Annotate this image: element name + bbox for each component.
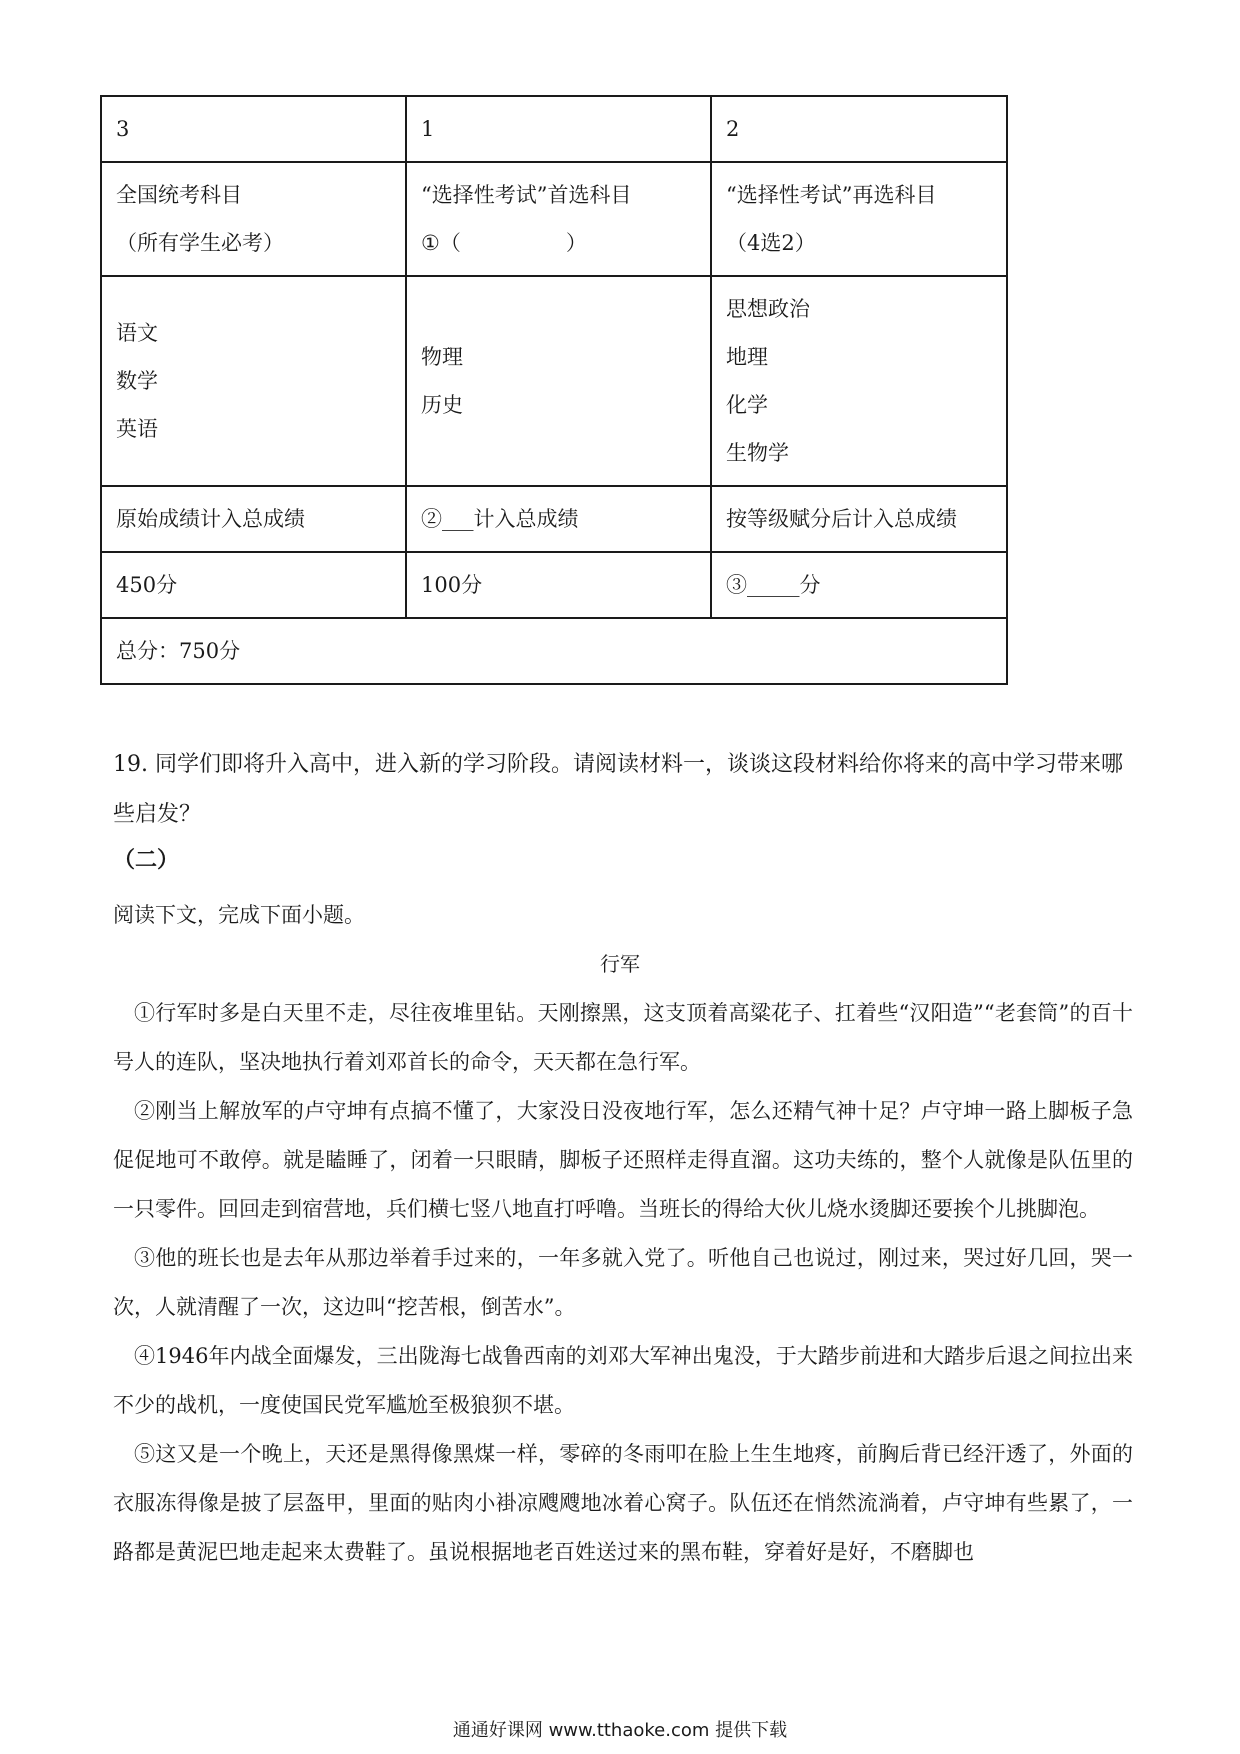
table-row <box>101 162 1007 276</box>
exam-subject-table <box>100 95 1008 685</box>
section-label: （二） <box>113 847 180 873</box>
table-cell <box>406 276 711 486</box>
passage-title: 行军 <box>600 952 640 976</box>
cell-line: 物理 <box>421 345 463 369</box>
passage-paragraph: ③他的班长也是去年从那边举着手过来的，一年多就入党了。听他自己也说过，刚过来，哭过好几回，哭一次，人就清醒了一次，这边叫“挖苦根，倒苦水”。 <box>113 1246 1133 1319</box>
table-cell <box>711 276 1007 486</box>
reading-instruction: 阅读下文，完成下面小题。 <box>113 903 365 927</box>
passage-paragraph: ①行军时多是白天里不走，尽往夜堆里钻。天刚擦黑，这支顶着高粱花子、扛着些“汉阳造”“老套筒”的百十号人的连队，坚决地执行着刘邓首长的命令，天天都在急行军。 <box>113 1001 1133 1074</box>
table-cell <box>101 276 406 486</box>
table-cell <box>406 162 711 276</box>
cell-line: 思想政治 <box>726 297 810 321</box>
table-row <box>101 618 1007 684</box>
table-row <box>101 486 1007 552</box>
cell-line: 化学 <box>726 393 768 417</box>
table-cell: 原始成绩计入总成绩 <box>101 486 406 552</box>
cell-line: 地理 <box>726 345 768 369</box>
table-row <box>101 552 1007 618</box>
total-score-cell: 总分：750分 <box>101 618 1007 684</box>
table-cell: 450分 <box>101 552 406 618</box>
table-cell <box>711 162 1007 276</box>
passage-body <box>113 989 1133 1577</box>
cell-line: 生物学 <box>726 441 789 465</box>
table-cell: 按等级赋分后计入总成绩 <box>711 486 1007 552</box>
table-cell: ③_____分 <box>711 552 1007 618</box>
table-cell: 3 <box>101 96 406 162</box>
table-cell: 100分 <box>406 552 711 618</box>
cell-line: 历史 <box>421 393 463 417</box>
table-cell: ②___计入总成绩 <box>406 486 711 552</box>
page-footer: 通通好课网 www.tthaoke.com 提供下载 <box>452 1720 788 1741</box>
cell-line: 语文 <box>116 321 158 345</box>
cell-line: “选择性考试”再选科目 <box>726 183 937 207</box>
question-19: 19. 同学们即将升入高中，进入新的学习阶段。请阅读材料一，谈谈这段材料给你将来的高中学习带来哪些启发？ <box>113 752 1123 827</box>
cell-line: （所有学生必考） <box>116 231 284 255</box>
table-row <box>101 96 1007 162</box>
passage-paragraph: ②刚当上解放军的卢守坤有点搞不懂了，大家没日没夜地行军，怎么还精气神十足？卢守坤一路上脚板子急促促地可不敢停。就是瞌睡了，闭着一只眼睛，脚板子还照样走得直溜。这功夫练的，整个人就像是队伍里的一只零件。回回走到宿营地，兵们横七竖八地直打呼噜。当班长的得给大伙儿烧水烫脚还要挨个儿挑脚泡。 <box>113 1099 1133 1221</box>
cell-line: ①（ ） <box>421 231 587 255</box>
cell-line: 英语 <box>116 417 158 441</box>
table-cell: 1 <box>406 96 711 162</box>
passage-paragraph: ⑤这又是一个晚上，天还是黑得像黑煤一样，零碎的冬雨叩在脸上生生地疼，前胸后背已经汗透了，外面的衣服冻得像是披了层盔甲，里面的贴肉小褂凉飕飕地冰着心窝子。队伍还在悄然流淌着，卢守坤有些累了，一路都是黄泥巴地走起来太费鞋了。虽说根据地老百姓送过来的黑布鞋，穿着好是好，不磨脚也 <box>113 1442 1133 1564</box>
cell-line: 数学 <box>116 369 158 393</box>
table-cell: 2 <box>711 96 1007 162</box>
cell-line: 全国统考科目 <box>116 183 242 207</box>
cell-line: （4选2） <box>726 231 816 255</box>
cell-line: “选择性考试”首选科目 <box>421 183 632 207</box>
table-row <box>101 276 1007 486</box>
table-cell <box>101 162 406 276</box>
passage-paragraph: ④1946年内战全面爆发，三出陇海七战鲁西南的刘邓大军神出鬼没，于大踏步前进和大踏步后退之间拉出来不少的战机，一度使国民党军尴尬至极狼狈不堪。 <box>113 1344 1133 1417</box>
